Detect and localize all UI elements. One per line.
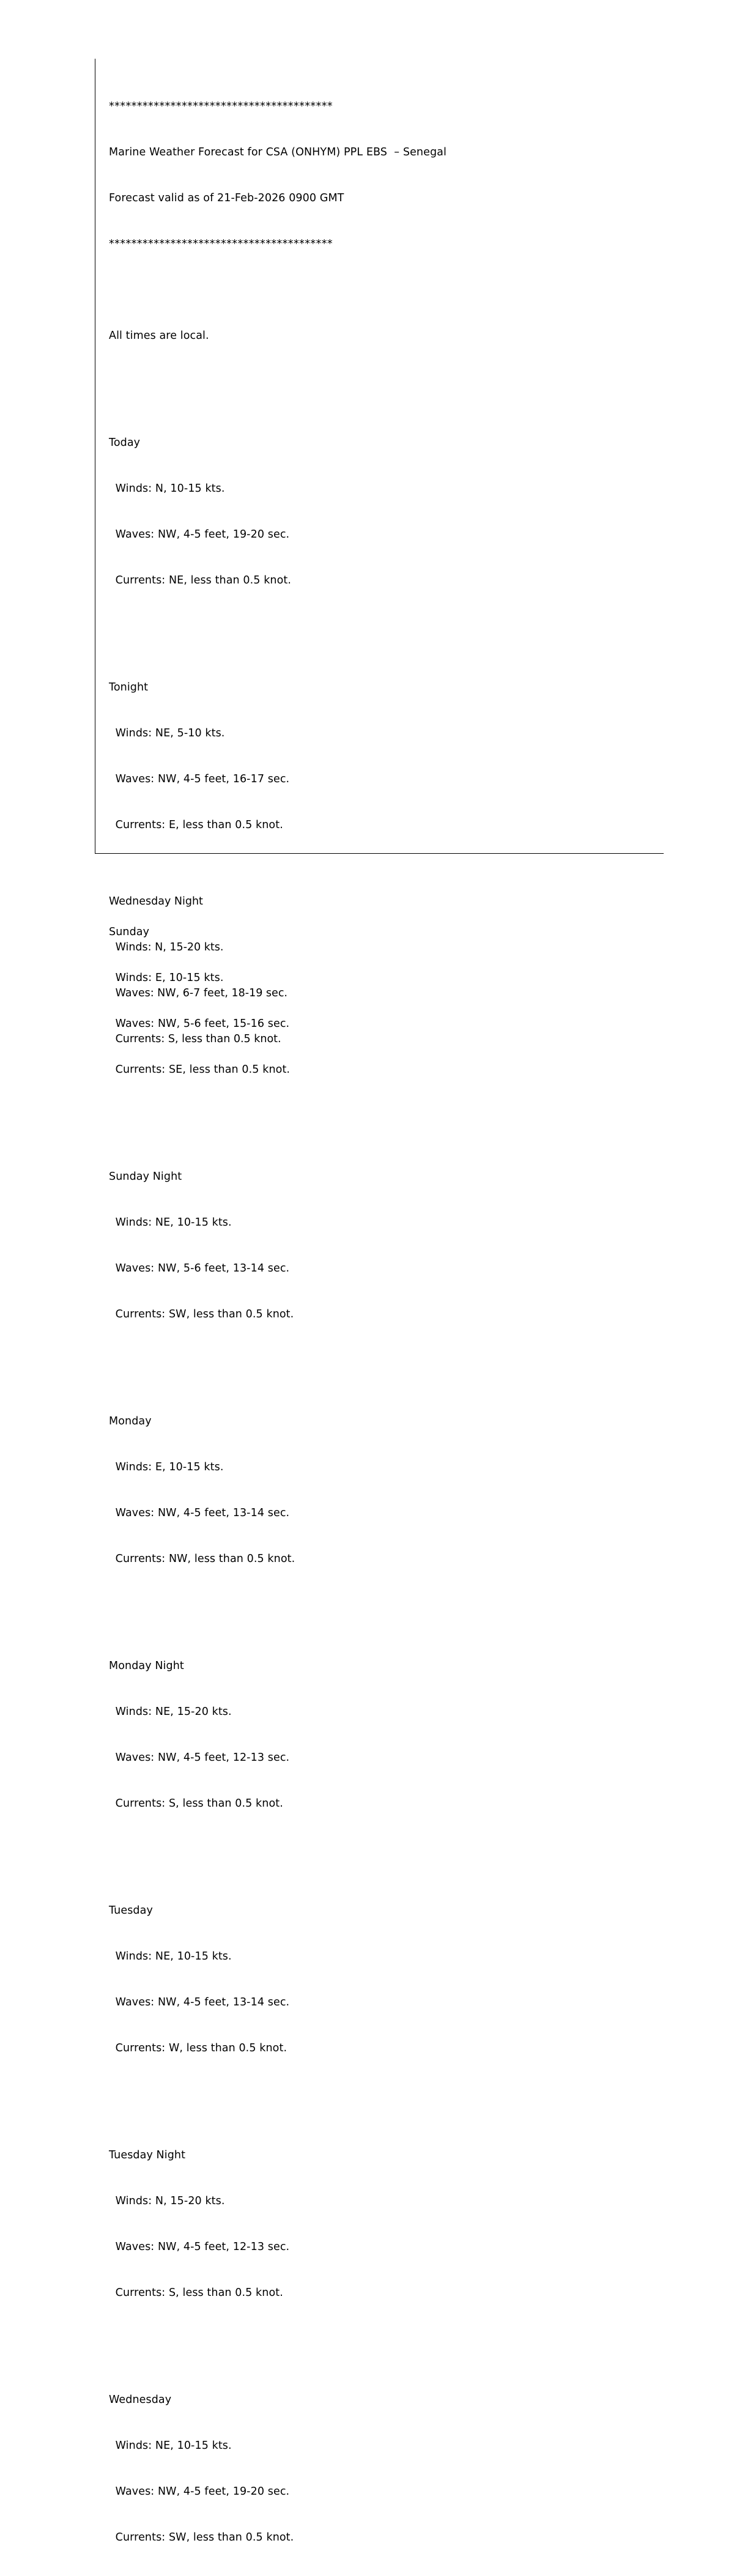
period-name: Wednesday xyxy=(109,2394,172,2406)
period-waves: Waves: NW, 6-7 feet, 18-19 sec. xyxy=(112,987,287,999)
header-rule-bottom: **************************************** xyxy=(109,238,333,250)
spacer xyxy=(109,1597,659,1613)
period-name: Tuesday Night xyxy=(109,2149,186,2161)
spacer xyxy=(109,374,659,390)
header-rule-top: **************************************** xyxy=(109,100,333,113)
period-winds: Winds: NE, 5-10 kts. xyxy=(112,727,225,739)
period-name: Today xyxy=(109,437,141,449)
period-waves: Waves: NW, 5-6 feet, 13-14 sec. xyxy=(112,1262,290,1275)
period-name: Tonight xyxy=(109,681,149,694)
forecast-overflow xyxy=(109,864,659,1078)
period-waves: Waves: NW, 4-5 feet, 16-17 sec. xyxy=(112,773,290,785)
spacer xyxy=(109,1842,659,1857)
period-waves: Waves: NW, 4-5 feet, 12-13 sec. xyxy=(112,2241,290,2253)
forecast-valid: Forecast valid as of 21-Feb-2026 0900 GMT xyxy=(109,192,344,204)
period-currents: Currents: S, less than 0.5 knot. xyxy=(112,1033,281,1045)
spacer xyxy=(109,2087,659,2102)
spacer xyxy=(109,2331,659,2347)
period-name: Tuesday xyxy=(109,1904,153,1917)
period-winds: Winds: E, 10-15 kts. xyxy=(112,1461,224,1473)
forecast-title: Marine Weather Forecast for CSA (ONHYM) PPL EBS – Senegal xyxy=(109,146,447,158)
times-note: All times are local. xyxy=(109,330,209,342)
period-waves: Waves: NW, 4-5 feet, 12-13 sec. xyxy=(112,1752,290,1764)
spacer xyxy=(109,1353,659,1368)
period-winds: Winds: NE, 10-15 kts. xyxy=(112,1216,232,1229)
period-winds: Winds: NE, 15-20 kts. xyxy=(112,1706,232,1718)
spacer xyxy=(109,619,659,634)
period-name: Monday Night xyxy=(109,1660,184,1672)
period-winds: Winds: N, 15-20 kts. xyxy=(112,2195,225,2207)
period-currents: Currents: SE, less than 0.5 knot. xyxy=(112,1064,291,1076)
period-winds: Winds: N, 15-20 kts. xyxy=(112,941,224,953)
spacer xyxy=(109,283,659,298)
period-name: Sunday Night xyxy=(109,1171,182,1183)
period-winds: Winds: NE, 10-15 kts. xyxy=(112,1950,232,1963)
period-currents: Currents: W, less than 0.5 knot. xyxy=(112,2042,287,2054)
period-waves: Waves: NW, 4-5 feet, 13-14 sec. xyxy=(112,1507,290,1519)
period-waves: Waves: NW, 4-5 feet, 19-20 sec. xyxy=(112,2485,290,2498)
period-currents: Currents: NW, less than 0.5 knot. xyxy=(112,1553,295,1565)
period-waves: Waves: NW, 4-5 feet, 19-20 sec. xyxy=(112,528,290,541)
period-currents: Currents: SW, less than 0.5 knot. xyxy=(112,1308,294,1320)
period-waves: Waves: NW, 5-6 feet, 15-16 sec. xyxy=(112,1018,290,1030)
period-name: Monday xyxy=(109,1415,152,1427)
period-currents: Currents: S, less than 0.5 knot. xyxy=(112,1797,283,1810)
period-currents: Currents: S, less than 0.5 knot. xyxy=(112,2287,283,2299)
period-waves: Waves: NW, 4-5 feet, 13-14 sec. xyxy=(112,1996,290,2008)
period-winds: Winds: E, 10-15 kts. xyxy=(112,972,224,984)
period-winds: Winds: NE, 10-15 kts. xyxy=(112,2440,232,2452)
period-name: Sunday xyxy=(109,926,150,938)
forecast-body xyxy=(109,68,659,2576)
period-currents: Currents: E, less than 0.5 knot. xyxy=(112,819,283,831)
period-winds: Winds: N, 10-15 kts. xyxy=(112,483,225,495)
period-currents: Currents: NE, less than 0.5 knot. xyxy=(112,574,292,587)
period-name: Wednesday Night xyxy=(109,895,203,908)
spacer xyxy=(109,1108,659,1123)
period-currents: Currents: SW, less than 0.5 knot. xyxy=(112,2531,294,2544)
